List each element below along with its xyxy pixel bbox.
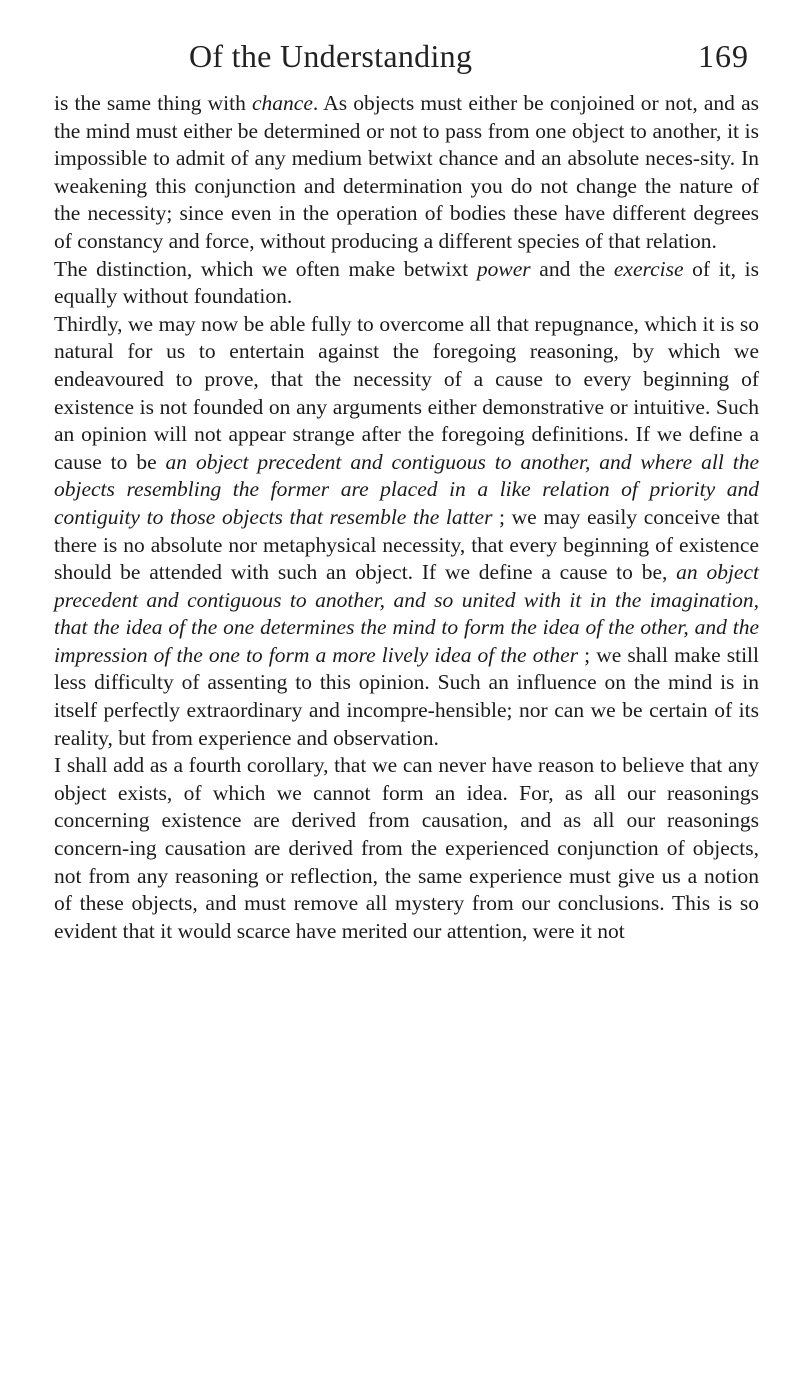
running-head-title: Of the Understanding bbox=[189, 38, 473, 74]
text-run: ; we shall make still less difficulty of assenting to this opinion. Such an influence on the mind is in itself perfectly extraordinary and incompre-hensible; nor can we be certain of its reality, but from experience and observation. bbox=[54, 642, 759, 750]
paragraph bbox=[54, 90, 759, 256]
text-run: . As objects must either be conjoined or not, and as the mind must either be determined or not to pass from one object to another, it is impossible to admit of any medium betwixt chance and an absolute neces-sity. In weakening this conjunction and determination you do not change the nature of the necessity; since even in the operation of bodies these have different degrees of constancy and force, without producing a different species of that relation. bbox=[54, 91, 759, 253]
text-run: I shall add as a fourth corollary, that we can never have reason to believe that any object exists, of which we cannot form an idea. For, as all our reasonings concerning existence are derived from causation, and as all our reasonings concern-ing causation are derived from the experienced conjunction of objects, not from any reasoning or reflection, the same experience must give us a notion of these objects, and must remove all mystery from our conclusions. This is so evident that it would scarce have merited our attention, were it not bbox=[54, 753, 759, 943]
book-page bbox=[54, 30, 759, 945]
italic-text: power bbox=[476, 256, 531, 281]
italic-text: exercise bbox=[613, 256, 684, 281]
paragraph bbox=[54, 311, 759, 753]
italic-text: chance bbox=[252, 91, 313, 115]
running-head bbox=[54, 30, 759, 82]
paragraph bbox=[54, 752, 759, 945]
paragraph bbox=[54, 256, 759, 311]
text-run: of it, is equally without foundation. bbox=[54, 256, 759, 309]
text-run: is the same thing with bbox=[54, 91, 252, 115]
body-text bbox=[54, 90, 759, 945]
text-run: ; we may easily conceive that there is no absolute nor metaphysical necessity, that every beginning of existence should be attended with such an object. If we define a cause to be, bbox=[54, 504, 760, 585]
text-run: and the bbox=[530, 256, 614, 281]
page-number: 169 bbox=[698, 38, 749, 74]
italic-text: an object precedent and contiguous to another, and where all the objects resembling the former are placed in a like relation of priority and contiguity to those objects that resemble the latter bbox=[54, 449, 759, 529]
text-run: The distinction, which we often make betwixt bbox=[54, 256, 477, 281]
text-run: Thirdly, we may now be able fully to overcome all that repugnance, which it is so natural for us to entertain against the foregoing reasoning, by which we endeavoured to prove, that the necessity of a cause to every beginning of existence is not founded on any arguments either demonstrative or intuitive. Such an opinion will not appear strange after the foregoing definitions. If we define a cause to be bbox=[54, 311, 759, 474]
italic-text: an object precedent and contiguous to another, and so united with it in the imagination, that the idea of the one determines the mind to form the idea of the other, and the impression of the one to form a more lively idea of the other bbox=[54, 560, 759, 667]
